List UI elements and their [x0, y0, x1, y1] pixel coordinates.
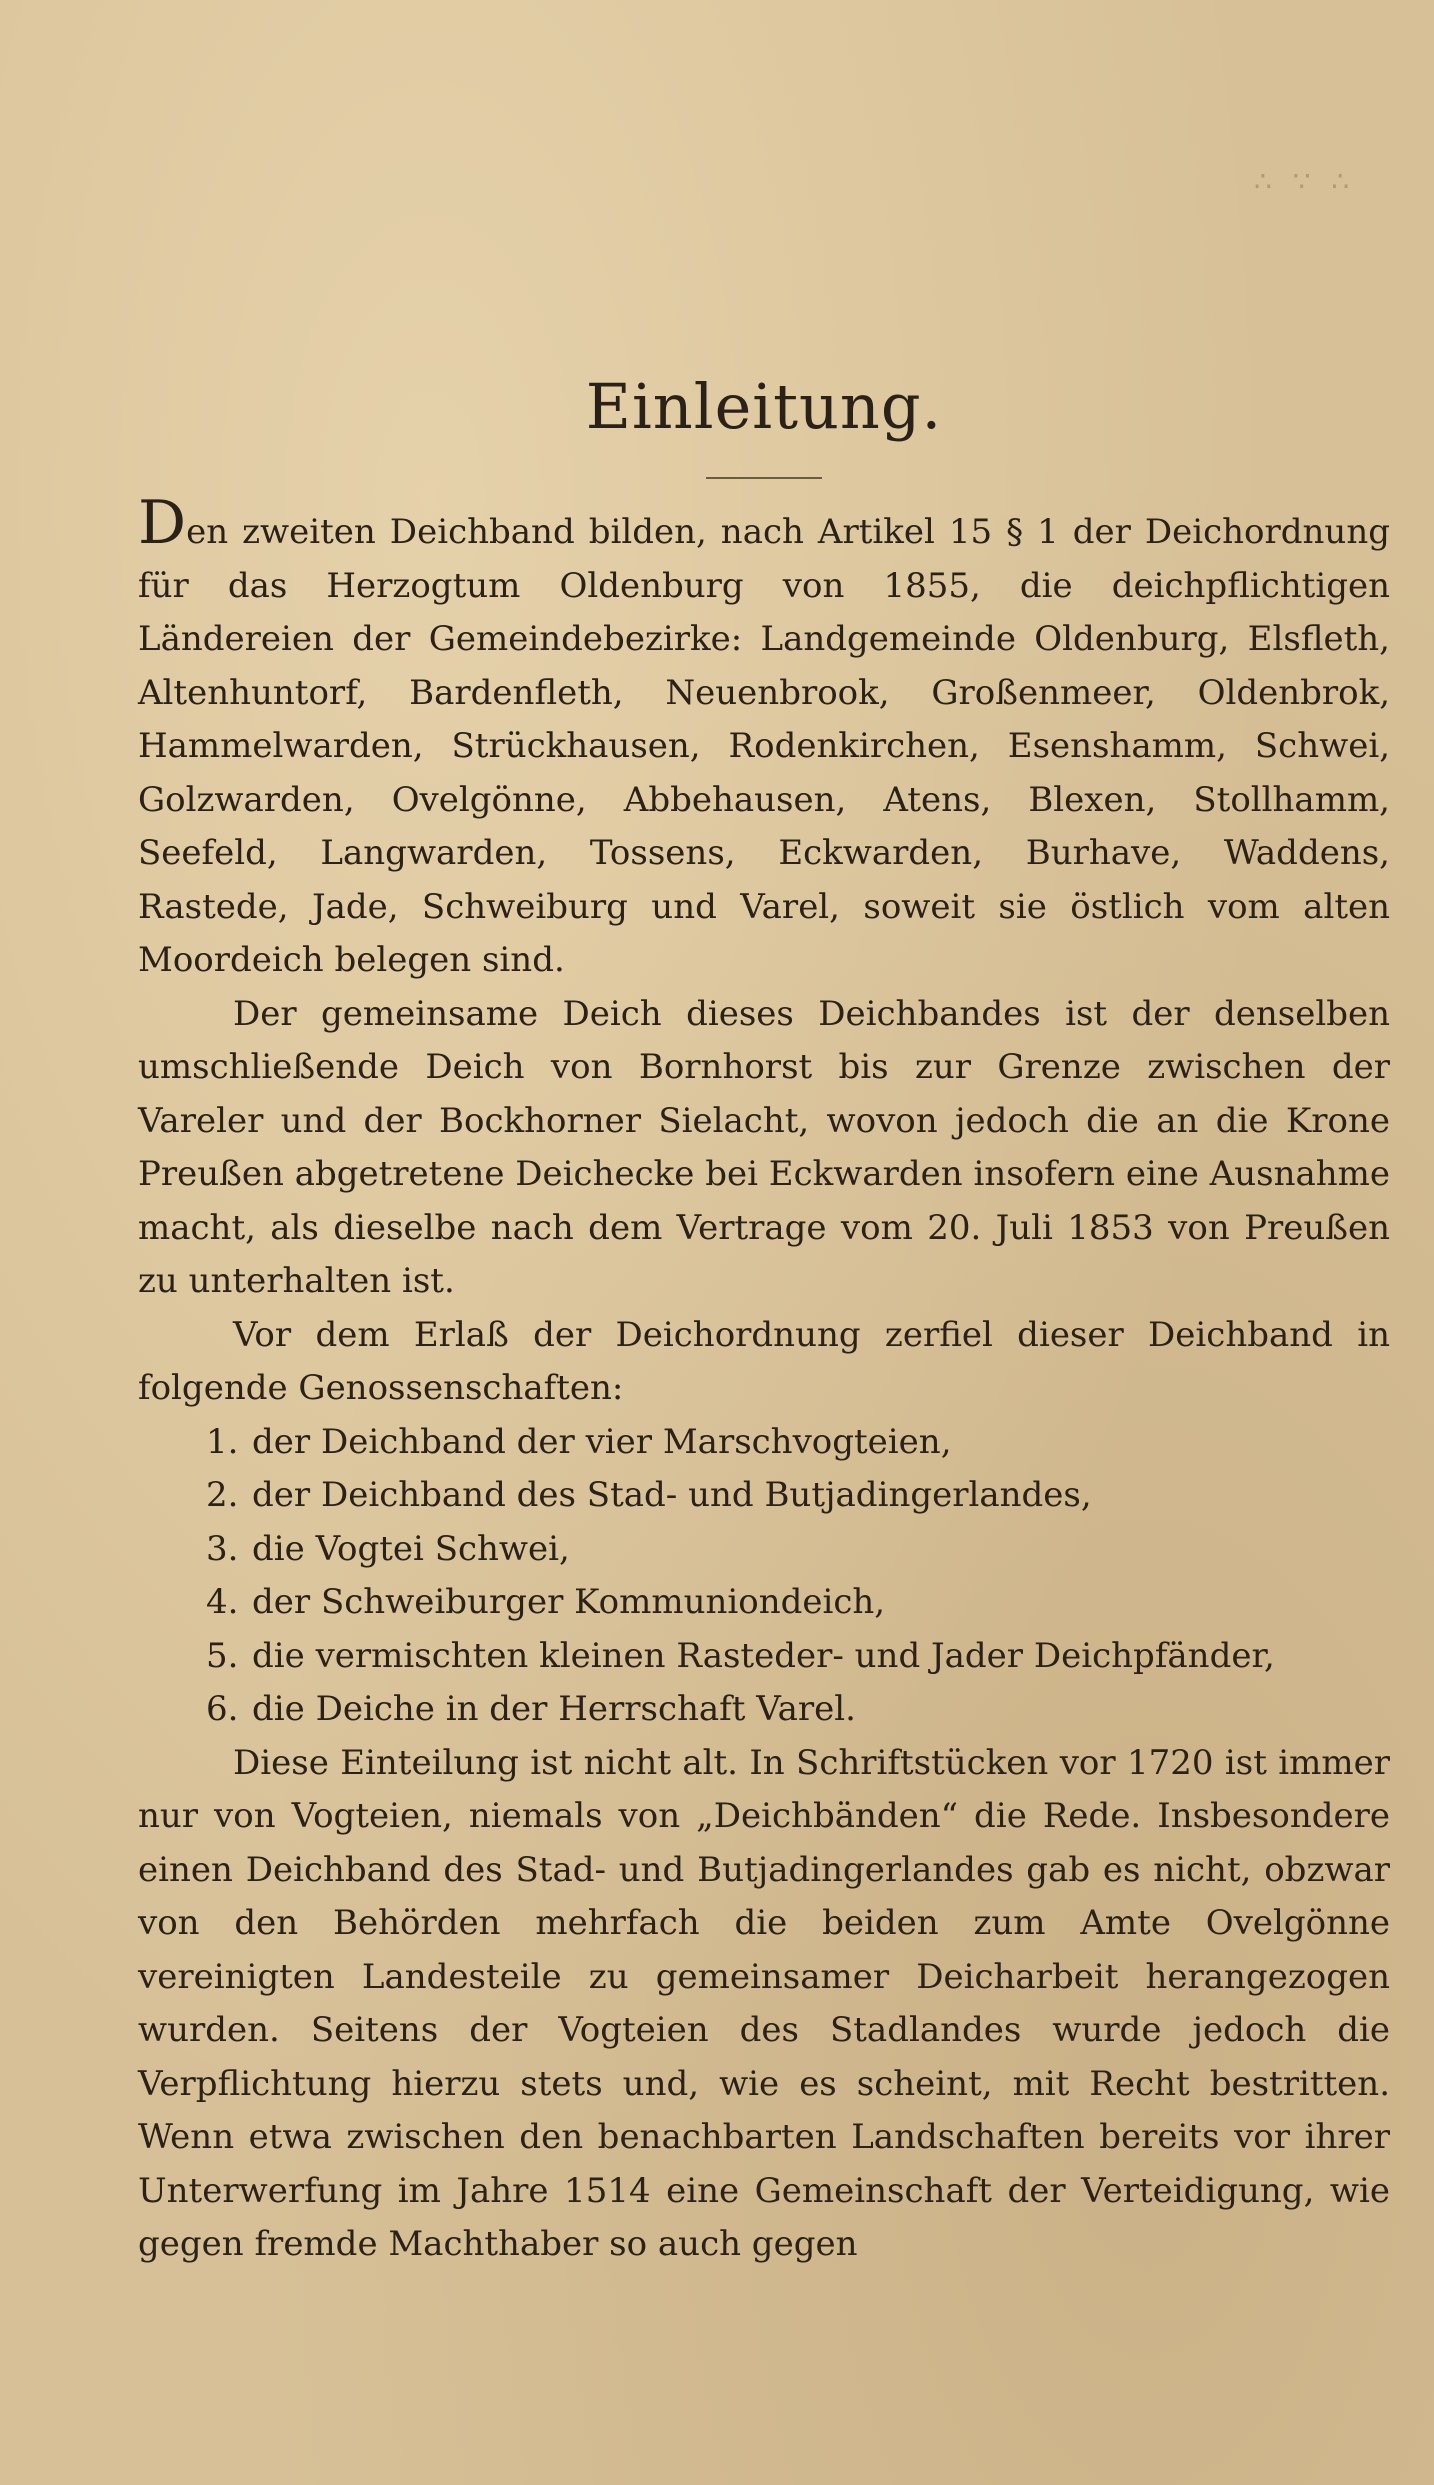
list-item: [206, 1683, 1390, 1737]
list-text: der Deichband des Stad- und Butjadingerlandes,: [252, 1475, 1092, 1515]
list-text: der Deichband der vier Marschvogteien,: [252, 1421, 952, 1462]
heading-divider: [706, 477, 822, 479]
list-number: 3.: [206, 1528, 239, 1569]
list-number: 1.: [206, 1421, 239, 1462]
cooperatives-list: [138, 1416, 1390, 1737]
list-text: der Schweiburger Kommuniondeich,: [252, 1582, 886, 1622]
paragraph-3: Vor dem Erlaß der Deichordnung zerfiel dieser Deichband in folgende Genossenschaften:: [138, 1314, 1390, 1408]
paragraph-1-text: en zweiten Deichband bilden, nach Artikel 15 § 1 der Deichordnung für das Herzogtum Oldenburg von 1855, die deichpflichtigen Ländereien der Gemeindebezirke: Landgemeinde Oldenburg, Elsfleth, Altenhuntorf, Bardenfleth, Neuenbrook, Großenmeer, Oldenbrok, Hammelwarden, Strückhausen, Rodenkirchen, Esenshamm, Schwei, Golzwarden, Ovelgönne, Abbehausen, Atens, Blexen, Stollhamm, Seefeld, Langwarden, Tossens, Eckwarden, Burhave, Waddens, Rastede, Jade, Schweiburg und Varel, soweit sie östlich vom alten Moordeich belegen sind.: [138, 512, 1390, 980]
list-number: 2.: [206, 1475, 239, 1515]
chapter-heading: Einleitung.: [585, 370, 943, 443]
list-item: [206, 1469, 1390, 1523]
list-text: die Vogtei Schwei,: [252, 1528, 570, 1569]
list-item: [206, 1416, 1390, 1470]
list-text: die vermischten kleinen Rasteder- und Jader Deichpfänder,: [252, 1635, 1275, 1676]
paragraph-1: [138, 488, 1390, 988]
list-text: die Deiche in der Herrschaft Varel.: [252, 1689, 856, 1729]
list-number: 5.: [206, 1635, 239, 1676]
paragraph-2: Der gemeinsame Deich dieses Deichbandes ist der denselben umschließende Deich von Bornhorst bis zur Grenze zwischen der Vareler und der Bockhorner Sielacht, wovon jedoch die an die Krone Preußen abgetretene Deichecke bei Eckwarden insofern eine Ausnahme macht, als dieselbe nach dem Vertrage vom 20. Juli 1853 von Preußen zu unterhalten ist.: [138, 993, 1390, 1301]
initial-letter: D: [138, 488, 187, 558]
list-item: [206, 1576, 1390, 1630]
list-number: 6.: [206, 1689, 239, 1729]
list-item: [206, 1523, 1390, 1577]
bleed-through-marks: ∴ ∵ ∴: [1254, 165, 1356, 198]
paragraph-4: Diese Einteilung ist nicht alt. In Schriftstücken vor 1720 ist immer nur von Vogteien, niemals von „Deichbänden“ die Rede. Insbesondere einen Deichband des Stad- und Butjadingerlandes gab es nicht, obzwar von den Behörden mehrfach die beiden zum Amte Ovelgönne vereinigten Landesteile zu gemeinsamer Deicharbeit herangezogen wurden. Seitens der Vogteien des Stadlandes wurde jedoch die Verpflichtung hierzu stets und, wie es scheint, mit Recht bestritten. Wenn etwa zwischen den benachbarten Landschaften bereits vor ihrer Unterwerfung im Jahre 1514 eine Gemeinschaft der Verteidigung, wie gegen fremde Machthaber so auch gegen: [138, 1742, 1390, 2264]
list-item: [206, 1630, 1390, 1684]
list-number: 4.: [206, 1582, 239, 1622]
